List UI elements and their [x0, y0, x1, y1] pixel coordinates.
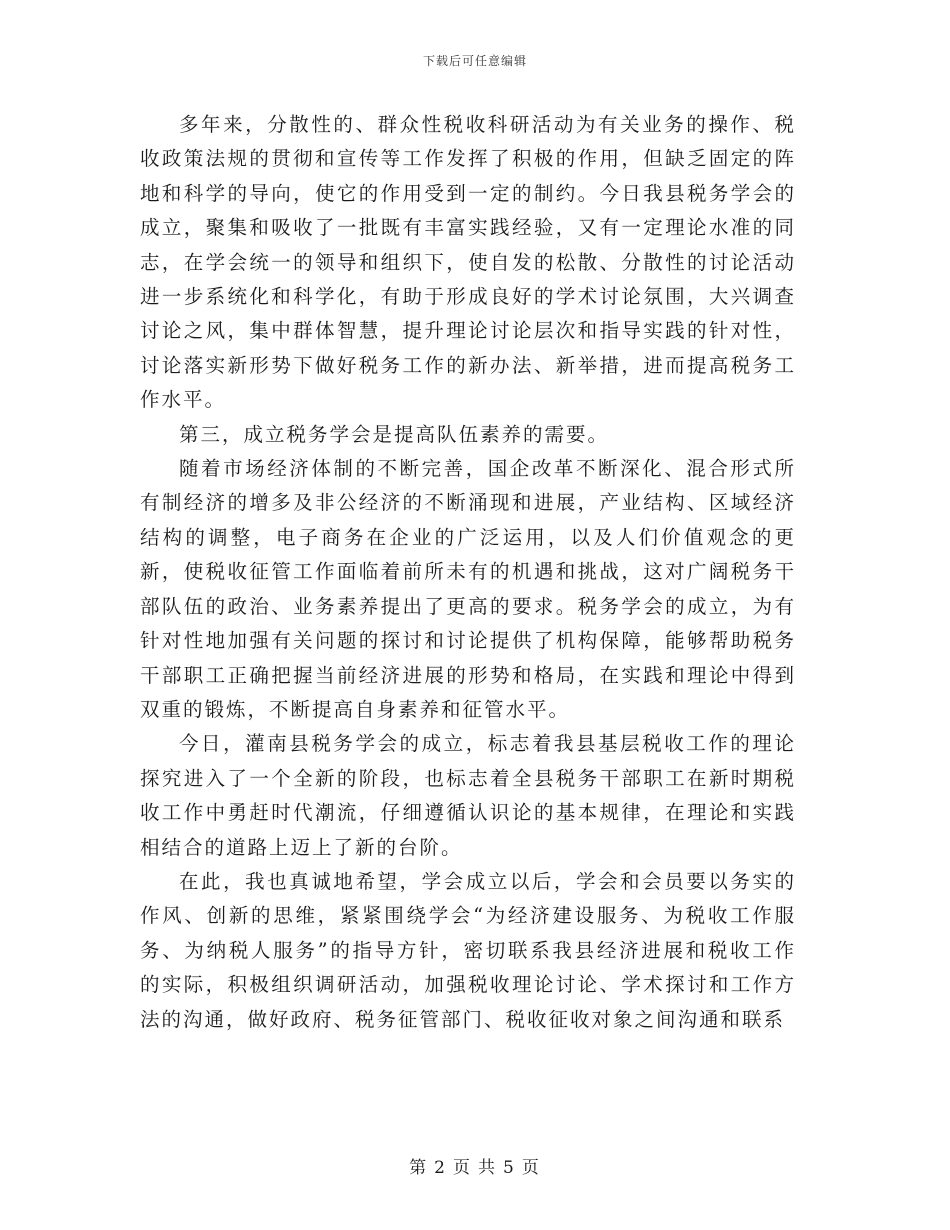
document-body: [140, 108, 796, 1037]
current-page-number: 2: [434, 1158, 447, 1178]
total-label-word: 共: [478, 1158, 497, 1178]
paragraph: 在此，我也真诚地希望，学会成立以后，学会和会员要以务实的作风、创新的思维，紧紧围绕学会“为经济建设服务、为税收工作服务、为纳税人服务”的指导方针，密切联系我县经济进展和税收工作的实际，积极组织调研活动，加强税收理论讨论、学术探讨和工作方法的沟通，做好政府、税务征管部门、税收征收对象之间沟通和联系: [140, 869, 796, 1031]
page-label-suffix: 页: [521, 1158, 541, 1178]
page-label-prefix: 第: [409, 1158, 429, 1178]
paragraph: 第三，成立税务学会是提高队伍素养的需要。: [179, 422, 610, 446]
page-footer: [0, 1153, 950, 1178]
paragraph: 随着市场经济体制的不断完善，国企改革不断深化、混合形式所有制经济的增多及非公经济的不断涌现和进展，产业结构、区域经济结构的调整，电子商务在企业的广泛运用，以及人们价值观念的更新，使税收征管工作面临着前所未有的机遇和挑战，这对广阔税务干部队伍的政治、业务素养提出了更高的要求。税务学会的成立，为有针对性地加强有关问题的探讨和讨论提供了机构保障，能够帮助税务干部职工正确把握当前经济进展的形势和格局，在实践和理论中得到双重的锻炼，不断提高自身素养和征管水平。: [140, 457, 796, 721]
page-header: 下载后可任意编辑: [422, 54, 527, 68]
paragraph: 多年来，分散性的、群众性税收科研活动为有关业务的操作、税收政策法规的贯彻和宣传等工作发挥了积极的作用，但缺乏固定的阵地和科学的导向，使它的作用受到一定的制约。今日我县税务学会的成立，聚集和吸收了一批既有丰富实践经验，又有一定理论水准的同志，在学会统一的领导和组织下，使自发的松散、分散性的讨论活动进一步系统化和科学化，有助于形成良好的学术讨论氛围，大兴调查讨论之风，集中群体智慧，提升理论讨论层次和指导实践的针对性，讨论落实新形势下做好税务工作的新办法、新举措，进而提高税务工作水平。: [140, 113, 796, 412]
total-page-number: 5: [503, 1158, 516, 1178]
paragraph: 今日，灌南县税务学会的成立，标志着我县基层税收工作的理论探究进入了一个全新的阶段，也标志着全县税务干部职工在新时期税收工作中勇赶时代潮流，仔细遵循认识论的基本规律，在理论和实践相结合的道路上迈上了新的台阶。: [140, 732, 796, 859]
page-label-word: 页: [453, 1158, 472, 1178]
